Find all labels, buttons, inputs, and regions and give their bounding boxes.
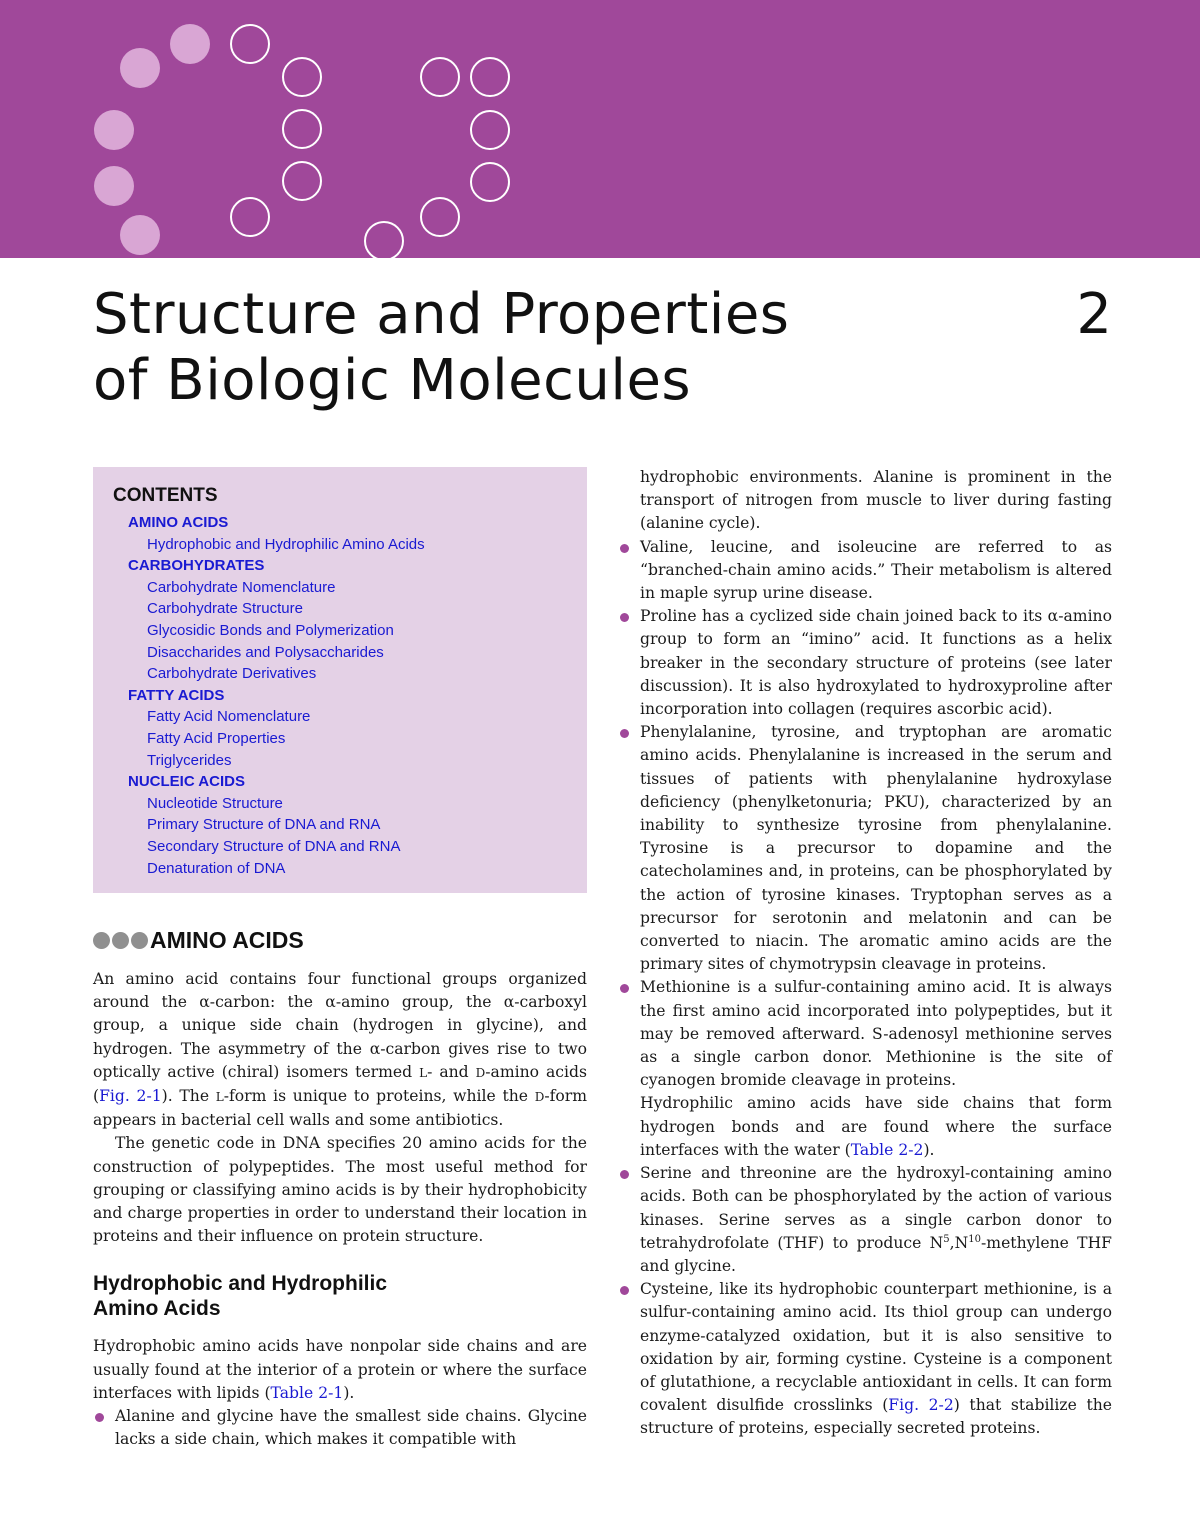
paragraph bbox=[618, 1092, 1112, 1162]
text: ) that stabilize the structure of proteins, especially secreted proteins. bbox=[640, 1396, 1112, 1438]
bullet-dot-icon bbox=[95, 1413, 104, 1422]
chapter-title bbox=[93, 282, 1113, 414]
text: ,N bbox=[949, 1233, 969, 1252]
bullet-dot-icon bbox=[131, 932, 148, 949]
bullet-dot-icon bbox=[620, 984, 629, 993]
decorative-ring bbox=[470, 57, 510, 97]
contents-subsection-link[interactable]: Nucleotide Structure bbox=[147, 794, 283, 812]
decorative-ring bbox=[282, 109, 322, 149]
text: D bbox=[534, 1090, 545, 1105]
decorative-ring bbox=[470, 110, 510, 150]
paragraph: hydrophobic environments. Alanine is prominent in the transport of nitrogen from muscle to liver during fasting (alanine cycle). bbox=[640, 468, 1112, 533]
paragraph bbox=[93, 1335, 587, 1405]
text: ). bbox=[923, 1140, 935, 1159]
text: Cysteine, like its hydrophobic counterpart methionine, is a sulfur-containing amino acid. Its thiol group can undergo enzyme-catalyzed oxidation, but it is also sensitive to oxidation by air, forming cystine. Cysteine is a component of glutathione, a recyclable antioxidant in cells. It can form covalent disulfide crosslinks ( bbox=[640, 1280, 1112, 1415]
bullet-item bbox=[93, 1405, 587, 1451]
bullet-item bbox=[618, 1278, 1112, 1440]
text: L bbox=[419, 1065, 428, 1080]
section-heading-amino-acids bbox=[93, 925, 304, 955]
decorative-ring bbox=[470, 162, 510, 202]
decorative-dot bbox=[120, 48, 160, 88]
contents-subsection-link[interactable]: Denaturation of DNA bbox=[147, 859, 286, 877]
text: Methionine is a sulfur-containing amino acid. It is always the first amino acid incorporated into polypeptides, but it may be removed afterward. S-adenosyl methionine serves as a single carbon donor. Methionine is the site of cyanogen bromide cleavage in proteins. bbox=[640, 978, 1112, 1090]
bullet-dot-icon bbox=[620, 613, 629, 622]
contents-subsection-link[interactable]: Carbohydrate Structure bbox=[147, 600, 303, 618]
bullet-dot-icon bbox=[620, 544, 629, 553]
decorative-ring bbox=[420, 57, 460, 97]
subheading-line: Hydrophobic and Hydrophilic bbox=[93, 1272, 388, 1296]
contents-box bbox=[93, 467, 587, 893]
contents-subsection-link[interactable]: Triglycerides bbox=[147, 751, 232, 769]
decorative-ring bbox=[364, 221, 404, 261]
contents-subsection-link[interactable]: Disaccharides and Polysaccharides bbox=[147, 643, 384, 661]
bullet-item bbox=[618, 536, 1112, 606]
decorative-ring bbox=[230, 24, 270, 64]
decorative-dot bbox=[94, 166, 134, 206]
chapter-title-line1: Structure and Properties bbox=[93, 282, 790, 347]
contents-section-link[interactable]: NUCLEIC ACIDS bbox=[128, 773, 245, 791]
contents-subsection-link[interactable]: Glycosidic Bonds and Polymerization bbox=[147, 621, 394, 639]
bullet-item bbox=[618, 1162, 1112, 1278]
text: Proline has a cyclized side chain joined back to its α-amino group to form an “imino” acid. It functions as a helix breaker in the secondary structure of proteins (see later discussion). It is also hydroxylated to hydroxyproline after incorporation into collagen (requires ascorbic acid). bbox=[640, 607, 1112, 719]
contents-subsection-link[interactable]: Carbohydrate Derivatives bbox=[147, 665, 317, 683]
bullet-dot-icon bbox=[620, 729, 629, 738]
superscript: 5 bbox=[943, 1233, 950, 1245]
decorative-ring bbox=[282, 57, 322, 97]
text: -form is unique to proteins, while the bbox=[223, 1087, 535, 1106]
paragraph: The genetic code in DNA specifies 20 amino acids for the construction of polypeptides. The most useful method for grouping or classifying amino acids is by their hydrophobicity and charge properties in order to understand their location in proteins and their influence on protein structure. bbox=[93, 1134, 587, 1246]
contents-subsection-link[interactable]: Hydrophobic and Hydrophilic Amino Acids bbox=[147, 535, 425, 553]
decorative-dot bbox=[170, 24, 210, 64]
subheading-hydrophobic bbox=[93, 1271, 587, 1321]
chapter-number: 2 bbox=[1076, 282, 1112, 347]
bullet-item bbox=[618, 605, 1112, 721]
contents-subsection-link[interactable]: Fatty Acid Nomenclature bbox=[147, 708, 311, 726]
contents-subsection-link[interactable]: Secondary Structure of DNA and RNA bbox=[147, 837, 401, 855]
text: - and bbox=[427, 1062, 476, 1081]
contents-heading: CONTENTS bbox=[113, 485, 218, 506]
bullet-item bbox=[618, 721, 1112, 976]
paragraph bbox=[93, 968, 587, 1132]
chapter-title-line2: of Biologic Molecules bbox=[93, 348, 692, 413]
right-column bbox=[618, 466, 1112, 1441]
text: Phenylalanine, tyrosine, and tryptophan are aromatic amino acids. Phenylalanine is increased in the serum and tissues of patients with phenylalanine hydroxylase deficiency (phenylketonuria; PKU), characterized by an inability to synthesize tyrosine from phenylalanine. Tyrosine is a precursor to dopamine and the catecholamines and, in proteins, can be phosphorylated by the action of tyrosine kinases. Tryptophan serves as a precursor for serotonin and melatonin and can be converted to niacin. The aromatic amino acids are the primary sites of chymotrypsin cleavage in proteins. bbox=[640, 723, 1112, 974]
contents-section-link[interactable]: CARBOHYDRATES bbox=[128, 557, 265, 575]
superscript: 10 bbox=[968, 1233, 982, 1245]
decorative-dot bbox=[94, 110, 134, 150]
section-heading-label: AMINO ACIDS bbox=[150, 926, 304, 953]
text: Alanine and glycine have the smallest side chains. Glycine lacks a side chain, which makes it compatible with bbox=[115, 1407, 587, 1449]
text: Valine, leucine, and isoleucine are referred to as “branched-chain amino acids.” Their metabolism is altered in maple syrup urine disease. bbox=[640, 537, 1112, 603]
bullet-dot-icon bbox=[620, 1286, 629, 1295]
contents-subsection-link[interactable]: Fatty Acid Properties bbox=[147, 729, 286, 747]
text: ). The bbox=[161, 1087, 216, 1106]
text: Hydrophilic amino acids have side chains that form hydrogen bonds and are found where the surface interfaces with the water ( bbox=[640, 1094, 1112, 1159]
contents-subsection-link[interactable]: Primary Structure of DNA and RNA bbox=[147, 816, 381, 834]
subheading-line: Amino Acids bbox=[93, 1297, 221, 1321]
table-link[interactable]: Table 2-2 bbox=[850, 1140, 924, 1159]
figure-link[interactable]: Fig. 2-2 bbox=[888, 1396, 954, 1415]
figure-link[interactable]: Fig. 2-1 bbox=[99, 1087, 162, 1106]
contents-list bbox=[113, 512, 587, 879]
text: L bbox=[215, 1090, 224, 1105]
contents-section-link[interactable]: AMINO ACIDS bbox=[128, 514, 229, 531]
text: -form appears in bacterial cell walls and some antibiotics. bbox=[93, 1087, 587, 1130]
text: D bbox=[475, 1065, 486, 1080]
decorative-ring bbox=[230, 197, 270, 237]
text: -methylene THF and glycine. bbox=[640, 1233, 1112, 1275]
text: An amino acid contains four functional groups organized around the α-carbon: the α-amino group, the α-carboxyl group, a unique side chain (hydrogen in glycine), and hydrogen. The asymmetry of the α-carbon gives rise to two optically active (chiral) isomers termed bbox=[93, 970, 587, 1081]
text: -amino acids ( bbox=[93, 1062, 587, 1106]
bullet-item bbox=[618, 976, 1112, 1092]
left-column bbox=[93, 968, 587, 1451]
decorative-dot bbox=[120, 215, 160, 255]
bullet-dot-icon bbox=[93, 932, 110, 949]
bullet-dot-icon bbox=[620, 1170, 629, 1179]
contents-section-link[interactable]: FATTY ACIDS bbox=[128, 686, 225, 704]
text: Hydrophobic amino acids have nonpolar side chains and are usually found at the interior of a protein or where the surface interfaces with lipids ( bbox=[93, 1337, 587, 1402]
decorative-ring bbox=[282, 161, 322, 201]
decorative-ring bbox=[420, 197, 460, 237]
text: ). bbox=[343, 1383, 355, 1402]
bullet-dot-icon bbox=[112, 932, 129, 949]
contents-subsection-link[interactable]: Carbohydrate Nomenclature bbox=[147, 578, 336, 596]
chapter-banner bbox=[0, 0, 1200, 258]
text: Serine and threonine are the hydroxyl-containing amino acids. Both can be phosphorylated by the action of various kinases. Serine serves as a single carbon donor to tetrahydrofolate (THF) to produce N bbox=[640, 1164, 1112, 1252]
table-link[interactable]: Table 2-1 bbox=[270, 1383, 344, 1402]
